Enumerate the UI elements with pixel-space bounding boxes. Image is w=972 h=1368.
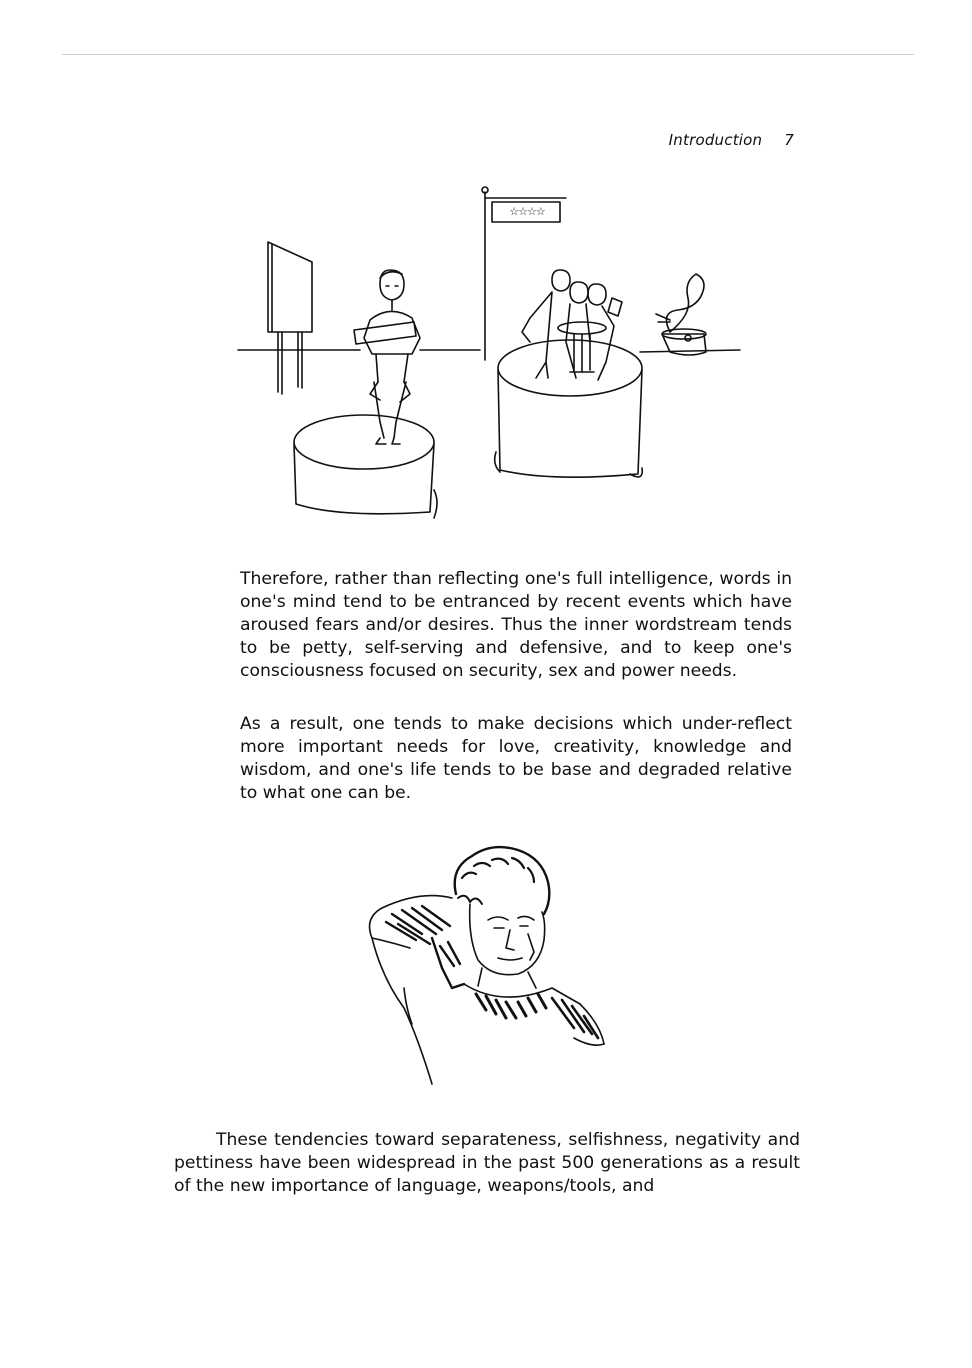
paragraph-1: Therefore, rather than reflecting one's full intelligence, words in one's mind tend to be entranced by recent events which have aroused fears and/or desires. Thus the inner wordstream tends to be petty, self-serving and defensive, and to keep one's consciousness focused on security, sex and power needs.: [240, 569, 792, 681]
page-number: 7: [784, 131, 794, 149]
slouching-man-portrait: [352, 838, 622, 1088]
museum-pedestals-scene: [230, 182, 750, 522]
paragraph-3: These tendencies toward separateness, selfishness, negativity and pettiness have been widespread in the past 500 generations as a result of the new importance of language, weapons/tools, and: [174, 1130, 800, 1196]
paragraph-2: As a result, one tends to make decisions which under-reflect more important needs for love, creativity, knowledge and wisdom, and one's life tends to be base and degraded relative to what one can be.: [240, 714, 792, 803]
top-rule: [62, 54, 914, 55]
section-title: Introduction: [668, 131, 763, 149]
running-head: [669, 131, 794, 149]
star-rating-sign: ☆☆☆☆: [509, 205, 545, 218]
